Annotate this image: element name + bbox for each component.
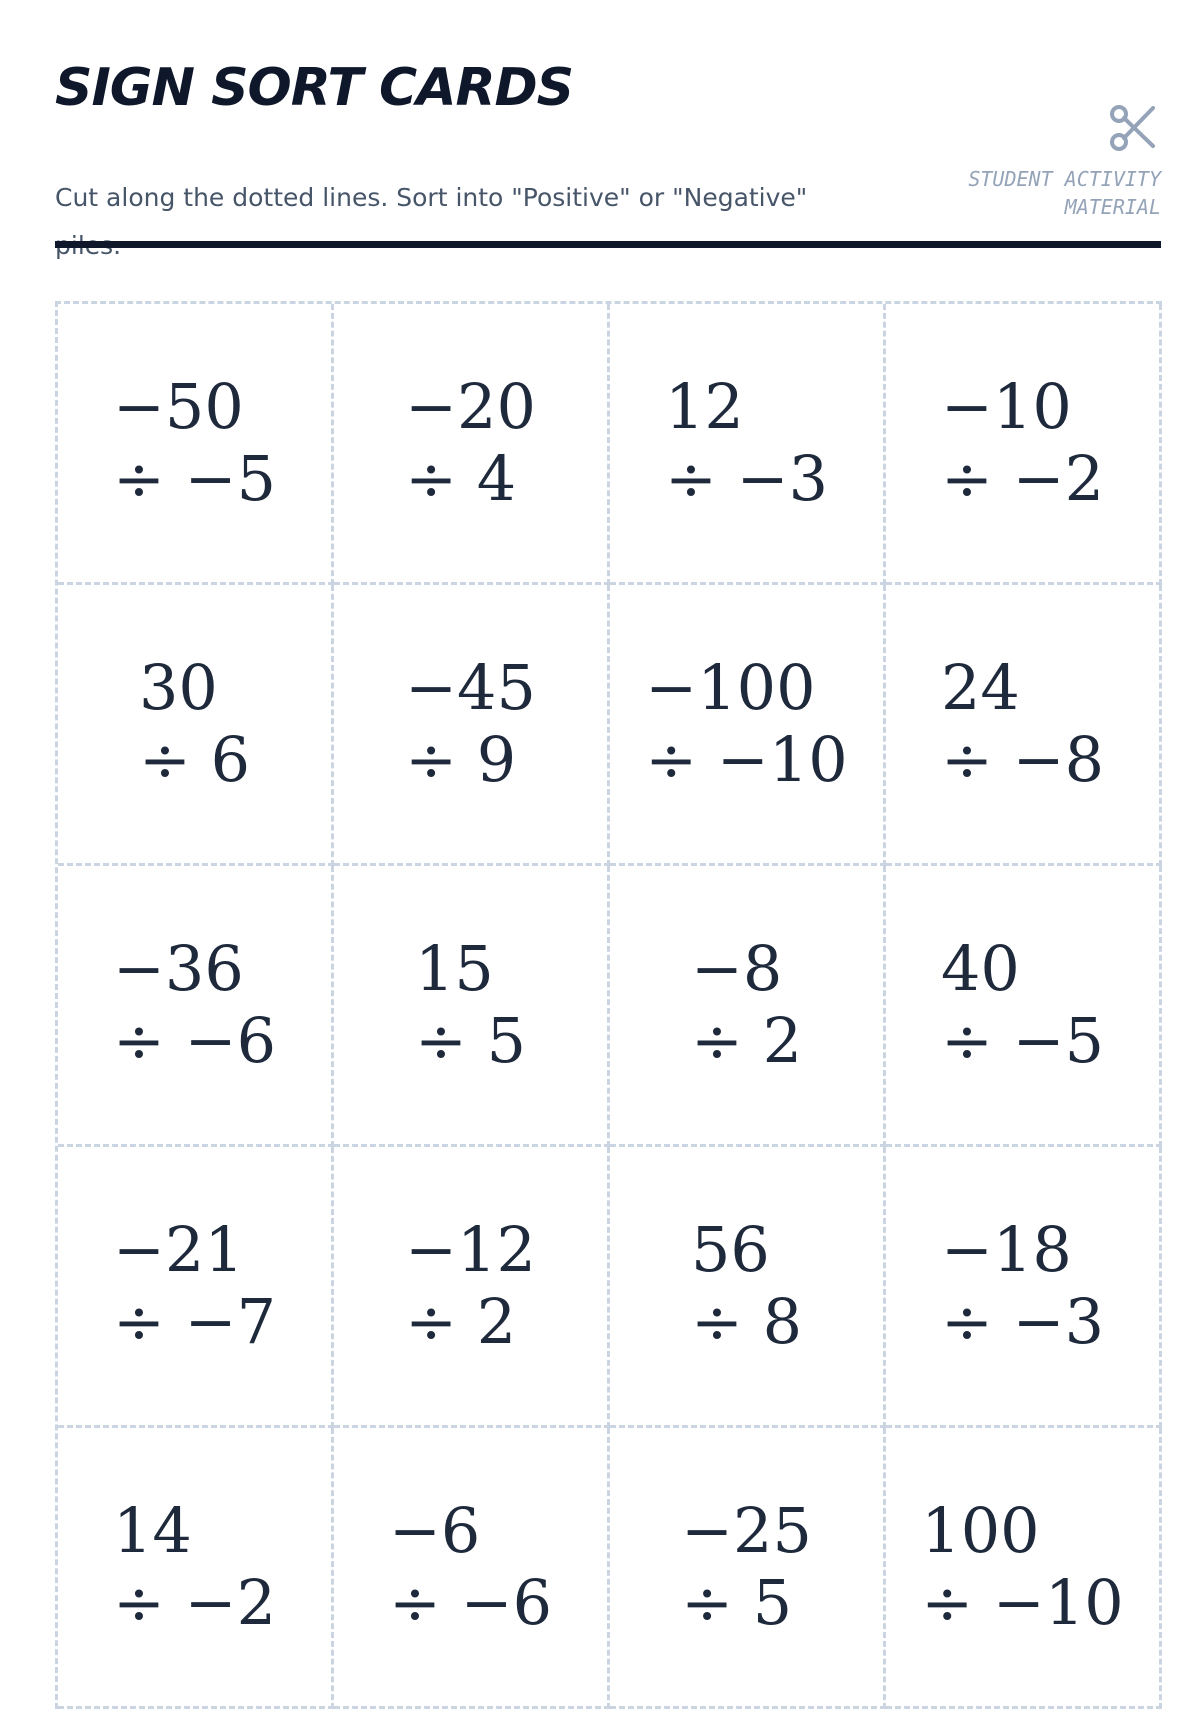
worksheet-header <box>55 52 1161 242</box>
card-expression <box>389 1495 552 1639</box>
card-divisor: ÷ 6 <box>138 723 251 796</box>
card-dividend: −20 <box>405 370 536 443</box>
card-expression <box>113 371 276 515</box>
card-expression <box>405 1214 536 1358</box>
card-divisor: ÷ −6 <box>112 1004 277 1077</box>
cut-card <box>610 1147 886 1428</box>
card-expression <box>415 933 526 1077</box>
cut-card <box>886 1428 1162 1709</box>
instructions-text: Cut along the dotted lines. Sort into "Positive" or "Negative" <box>55 183 808 212</box>
cut-card <box>610 1428 886 1709</box>
card-expression <box>645 652 848 796</box>
card-divisor: ÷ −3 <box>940 1285 1105 1358</box>
cut-card <box>610 585 886 866</box>
cut-card <box>886 585 1162 866</box>
cut-card <box>58 1147 334 1428</box>
card-divisor: ÷ −2 <box>112 1566 277 1639</box>
card-expression <box>113 1495 276 1639</box>
card-expression <box>921 1495 1124 1639</box>
card-expression <box>113 1214 276 1358</box>
cut-card <box>886 304 1162 585</box>
cut-card <box>610 304 886 585</box>
card-expression <box>139 652 250 796</box>
header-divider <box>55 241 1161 248</box>
card-dividend: 56 <box>690 1213 770 1286</box>
card-divisor: ÷ 2 <box>690 1004 803 1077</box>
card-dividend: 100 <box>921 1494 1040 1567</box>
activity-badge-label: STUDENT ACTIVITY MATERIAL <box>968 167 1161 219</box>
card-grid <box>55 301 1162 1709</box>
cut-card <box>334 585 610 866</box>
cut-card <box>334 1428 610 1709</box>
card-dividend: 14 <box>112 1494 192 1567</box>
card-expression <box>405 652 536 796</box>
card-dividend: −50 <box>112 370 244 443</box>
card-divisor: ÷ −2 <box>940 442 1105 515</box>
card-dividend: −18 <box>940 1213 1072 1286</box>
scissors-icon <box>1105 102 1161 158</box>
card-expression <box>941 652 1104 796</box>
card-dividend: 30 <box>138 651 218 724</box>
card-dividend: −12 <box>405 1213 536 1286</box>
card-expression <box>665 371 828 515</box>
card-divisor: ÷ −8 <box>940 723 1105 796</box>
card-expression <box>405 371 536 515</box>
card-dividend: 40 <box>940 932 1020 1005</box>
card-dividend: −21 <box>112 1213 244 1286</box>
cut-card <box>58 1428 334 1709</box>
card-divisor: ÷ 9 <box>405 723 517 796</box>
cut-card <box>886 866 1162 1147</box>
card-divisor: ÷ 5 <box>681 1566 793 1639</box>
card-expression <box>681 1495 812 1639</box>
cut-card <box>58 585 334 866</box>
card-expression <box>941 371 1104 515</box>
cut-card <box>886 1147 1162 1428</box>
card-expression <box>941 1214 1104 1358</box>
card-divisor: ÷ −6 <box>388 1566 553 1639</box>
card-divisor: ÷ −7 <box>112 1285 277 1358</box>
cut-card <box>334 304 610 585</box>
card-dividend: −100 <box>645 651 816 724</box>
card-divisor: ÷ −10 <box>921 1566 1124 1639</box>
card-dividend: −8 <box>690 932 783 1005</box>
cut-card <box>58 304 334 585</box>
card-divisor: ÷ 2 <box>405 1285 517 1358</box>
card-dividend: −10 <box>940 370 1072 443</box>
page-title: SIGN SORT CARDS <box>55 58 574 118</box>
card-expression <box>941 933 1104 1077</box>
card-divisor: ÷ 8 <box>690 1285 803 1358</box>
card-dividend: −6 <box>388 1494 481 1567</box>
card-divisor: ÷ −10 <box>645 723 848 796</box>
cut-card <box>334 866 610 1147</box>
card-expression <box>691 1214 802 1358</box>
activity-badge <box>931 102 1161 221</box>
card-dividend: 12 <box>664 370 744 443</box>
card-divisor: ÷ −5 <box>112 442 277 515</box>
card-divisor: ÷ −3 <box>664 442 829 515</box>
card-dividend: −36 <box>112 932 244 1005</box>
cut-card <box>58 866 334 1147</box>
card-dividend: 24 <box>940 651 1020 724</box>
card-dividend: −45 <box>405 651 536 724</box>
card-dividend: −25 <box>681 1494 812 1567</box>
card-divisor: ÷ 4 <box>405 442 517 515</box>
card-expression <box>691 933 802 1077</box>
cut-card <box>610 866 886 1147</box>
cut-card <box>334 1147 610 1428</box>
card-expression <box>113 933 276 1077</box>
card-divisor: ÷ 5 <box>414 1004 527 1077</box>
card-dividend: 15 <box>414 932 494 1005</box>
card-divisor: ÷ −5 <box>940 1004 1105 1077</box>
